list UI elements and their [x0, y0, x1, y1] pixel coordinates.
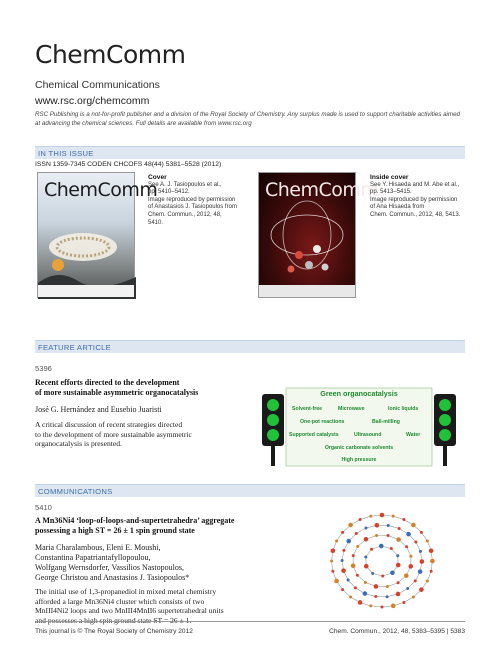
cluster-atom	[346, 539, 351, 544]
inside-cover-footer-strip	[259, 285, 355, 297]
cluster-atom	[411, 523, 416, 528]
cluster-atom	[396, 537, 401, 542]
footer-copyright: This journal is © The Royal Society of Chemistry 2012	[35, 628, 193, 635]
cluster-atom	[370, 548, 373, 551]
cluster-atom	[341, 531, 344, 534]
cluster-atom	[396, 592, 401, 597]
cluster-atom	[409, 555, 412, 558]
feature-article-title[interactable]: Recent efforts directed to the development of more sustainable asymmetric organocatalysis	[35, 378, 199, 397]
feature-article-bar	[35, 340, 465, 353]
cluster-bond	[393, 516, 404, 519]
green-organocatalysis-graphic[interactable]	[256, 380, 462, 472]
cluster-bond	[387, 583, 398, 587]
term-organic-carbonate: Organic carbonate solvents	[324, 445, 394, 451]
cluster-atom	[380, 513, 385, 518]
feature-page-number: 5396	[35, 364, 52, 373]
journal-url[interactable]: www.rsc.org/chemcomm	[35, 95, 150, 107]
cluster-bond	[360, 516, 371, 519]
cluster-atom	[391, 604, 396, 609]
inside-cover-masthead: ChemComm	[265, 179, 379, 201]
term-one-pot: One-pot reactions	[300, 419, 345, 425]
front-cover-artwork	[38, 173, 136, 299]
communication-abstract: The initial use of 1,3-propanediol in mixed metal chemistry afforded a large Mn36Ni4 cluster which consists of two MnIII4Ni2 loops and two MnIII4MnII6 supertetrahedral units and possesses a high spin ground state ST = 26 ± 1.	[35, 587, 224, 625]
cluster-atom	[392, 515, 395, 518]
cluster-bond	[342, 550, 344, 560]
cluster-atom	[418, 569, 423, 574]
cluster-atom	[364, 527, 367, 530]
cluster-atom	[386, 595, 389, 598]
cluster-atom	[369, 604, 372, 607]
cluster-atom	[364, 537, 369, 542]
in-this-issue-heading: IN THIS ISSUE	[38, 149, 94, 158]
cluster-atom	[406, 532, 411, 537]
cluster-atom	[426, 540, 429, 543]
term-microwave: Microwave	[338, 406, 365, 412]
traffic-light-right-icon	[434, 394, 456, 466]
cluster-atom	[349, 595, 352, 598]
feature-authors: José G. Hernández and Eusebio Juaristi	[35, 405, 162, 414]
cluster-atom	[426, 579, 429, 582]
communication-page-number: 5410	[35, 503, 52, 512]
cluster-bond	[407, 547, 411, 556]
cluster-atom	[355, 532, 358, 535]
cluster-bond	[371, 606, 382, 607]
cover-masthead: ChemComm	[44, 179, 158, 201]
cover-label: Cover	[148, 174, 167, 181]
cluster-bond	[348, 580, 355, 588]
cluster-atom	[381, 574, 384, 577]
term-solvent-free: Solvent-free	[292, 406, 322, 412]
cluster-atom	[364, 555, 367, 558]
footer-rule	[35, 621, 465, 622]
cluster-atom	[430, 570, 433, 573]
cluster-atom	[429, 548, 434, 553]
term-high-pressure: High pressure	[341, 457, 377, 463]
cluster-atom	[347, 579, 350, 582]
cluster-bond	[404, 597, 414, 602]
inside-cover-image[interactable]	[258, 172, 379, 298]
communication-title[interactable]: A Mn36Ni4 ‘loop-of-loops-and-supertetrahedra’ aggregate possessing a high ST = 26 ± 1 spin ground state	[35, 516, 235, 535]
cluster-atom	[335, 540, 338, 543]
cluster-atom	[356, 574, 359, 577]
cluster-atom	[331, 548, 336, 553]
cluster-atom	[404, 573, 409, 578]
term-water: Water	[406, 432, 421, 438]
cluster-atom	[348, 523, 353, 528]
issn-line: ISSN 1359-7345 CODEN CHCOFS 48(44) 5381–5528 (2012)	[35, 161, 222, 168]
cluster-atom	[396, 563, 401, 568]
communication-authors: Maria Charalambous, Eleni E. Moushi, Constantina Papatriantafyllopoulou, Wolfgang Wernsdorfer, Vassilios Nastopoulos, George Christou and Anastasios J. Tasiopoulos*	[35, 543, 190, 582]
cluster-atom	[375, 523, 380, 528]
cluster-atom	[406, 587, 409, 590]
cluster-bond	[388, 525, 399, 528]
cluster-atom	[412, 595, 415, 598]
cluster-atom	[374, 584, 379, 589]
cluster-atom	[371, 572, 374, 575]
cluster-atom	[375, 534, 378, 537]
term-ionic-liquids: Ionic liquids	[388, 406, 419, 412]
cluster-atom	[408, 564, 413, 569]
cluster-atom	[387, 524, 390, 527]
cluster-atom	[414, 540, 417, 543]
cluster-atom	[387, 534, 390, 537]
term-ultrasound: Ultrasound	[354, 432, 382, 438]
cluster-bond	[343, 590, 351, 597]
cluster-atom	[364, 564, 369, 569]
cluster-atom	[420, 531, 423, 534]
cluster-atom	[405, 545, 408, 548]
communications-bar	[35, 484, 465, 497]
cluster-bond	[416, 542, 421, 551]
inside-cover-caption: Inside cover See Y. Hisaeda and M. Abe et al., pp. 5413–5415. Image reproduced by permission of Ana Hisaeda from Chem. Commun., 2012, 48, 5413.	[370, 174, 466, 220]
mn36ni4-cluster-graphic[interactable]	[302, 508, 462, 614]
graphic-title: Green organocatalysis	[320, 389, 398, 398]
footer-citation: Chem. Commun., 2012, 48, 5383–5395 | 5383	[329, 628, 465, 635]
cluster-atom	[364, 581, 367, 584]
cluster-atom	[420, 559, 425, 564]
cluster-atom	[397, 581, 400, 584]
term-supported-catalysts: Supported catalysts	[289, 432, 339, 438]
cluster-atom	[330, 560, 333, 563]
cluster-atom	[419, 587, 424, 592]
cluster-atom	[363, 591, 368, 596]
cluster-atom	[402, 518, 405, 521]
cluster-atom	[341, 559, 344, 562]
cluster-atom	[386, 585, 389, 588]
cluster-atom	[390, 547, 393, 550]
cluster-atom	[414, 579, 417, 582]
cluster-atom	[369, 515, 372, 518]
cluster-atom	[354, 586, 357, 589]
term-ball-milling: Ball-milling	[372, 419, 400, 425]
cluster-bond	[421, 532, 427, 541]
cluster-atom	[430, 559, 435, 564]
cluster-bond	[373, 573, 383, 575]
cluster-atom	[379, 544, 384, 549]
cluster-atom	[351, 563, 356, 568]
cluster-bond	[408, 581, 416, 589]
cluster-bond	[356, 528, 366, 533]
publisher-blurb: RSC Publishing is a not-for-profit publisher and a division of the Royal Society of Chemistry. Any surplus made is used to support charitable activities aimed at advancing the chemical sciences. Full details are available from www.rsc.org	[35, 111, 460, 127]
cluster-atom	[390, 570, 395, 575]
inside-cover-label: Inside cover	[370, 174, 409, 181]
cluster-atom	[359, 518, 362, 521]
journal-masthead: ChemComm	[35, 40, 186, 69]
cluster-atom	[356, 545, 359, 548]
cluster-atom	[352, 554, 355, 557]
cluster-bond	[337, 532, 343, 541]
cluster-bond	[353, 546, 358, 555]
cluster-atom	[402, 601, 405, 604]
cluster-bond	[357, 575, 365, 582]
cluster-atom	[398, 527, 401, 530]
cluster-bond	[332, 561, 333, 571]
cluster-atom	[342, 549, 345, 552]
traffic-light-left-icon	[262, 394, 284, 466]
cluster-atom	[374, 595, 377, 598]
cover-caption: Cover See A. J. Tasiopoulos et al., pp. 5410–5412. Image reproduced by permission of Anastasios J. Tasiopoulos from Chem. Commun., 2012, 48, 5410.	[148, 174, 237, 226]
cluster-atom	[358, 600, 363, 605]
in-this-issue-bar	[35, 146, 465, 159]
cluster-atom	[334, 579, 339, 584]
cluster-atom	[419, 550, 422, 553]
cluster-atom	[341, 568, 346, 573]
inside-cover-artwork	[259, 173, 357, 299]
cluster-atom	[381, 606, 384, 609]
journal-subtitle: Chemical Communications	[35, 79, 160, 91]
feature-abstract: A critical discussion of recent strategies directed to the development of more sustainable asymmetric organocatalysis is presented.	[35, 420, 192, 449]
feature-article-heading: FEATURE ARTICLE	[38, 343, 111, 352]
cluster-atom	[331, 570, 334, 573]
cluster-atom	[341, 588, 344, 591]
cluster-atom	[396, 554, 399, 557]
cluster-bond	[427, 571, 431, 581]
communications-heading: COMMUNICATIONS	[38, 487, 113, 496]
cover-footer-strip	[38, 285, 134, 297]
